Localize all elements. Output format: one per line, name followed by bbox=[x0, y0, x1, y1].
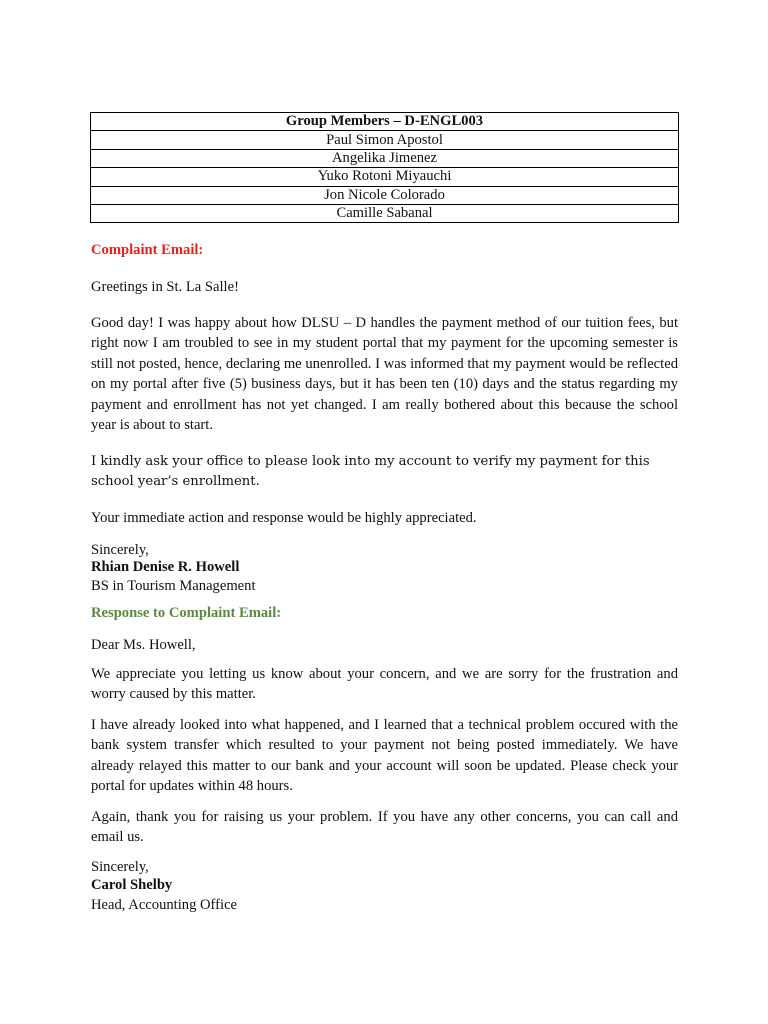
table-header: Group Members – D-ENGL003 bbox=[91, 113, 679, 131]
member-name: Jon Nicole Colorado bbox=[91, 186, 679, 204]
complaint-signer-name: Rhian Denise R. Howell bbox=[91, 559, 240, 575]
response-closing: Sincerely, bbox=[91, 859, 149, 875]
member-name: Angelika Jimenez bbox=[91, 149, 679, 167]
complaint-paragraph-2: I kindly ask your office to please look into my account to verify my payment for this school year’s enrollment. bbox=[91, 454, 650, 490]
complaint-heading: Complaint Email: bbox=[91, 242, 204, 258]
table-header-row bbox=[91, 113, 679, 131]
complaint-greeting: Greetings in St. La Salle! bbox=[91, 279, 239, 295]
table-row bbox=[91, 204, 679, 222]
group-members-table bbox=[90, 112, 679, 223]
table-row bbox=[91, 186, 679, 204]
complaint-paragraph-1: Good day! I was happy about how DLSU – D handles the payment method of our tuition fees, but right now I am troubled to see in my student portal that my payment for the upcoming semester is still not posted, hence, declaring me unenrolled. I was informed that my payment would be reflected on my portal after five (5) business days, but it has been ten (10) days and the status regarding my payment and enrollment has not yet changed. I am really bothered about this because the school year is about to start. bbox=[91, 315, 678, 434]
complaint-paragraph-3: Your immediate action and response would be highly appreciated. bbox=[91, 510, 477, 526]
member-name: Camille Sabanal bbox=[91, 204, 679, 222]
response-paragraph-2: I have already looked into what happened, and I learned that a technical problem occured with the bank system transfer which resulted to your payment not being posted immediately. We have already relayed this matter to our bank and your account will soon be updated. Please check your portal for updates within 48 hours. bbox=[91, 717, 678, 795]
complaint-signer-title: BS in Tourism Management bbox=[91, 578, 256, 594]
table-row bbox=[91, 149, 679, 167]
member-name: Paul Simon Apostol bbox=[91, 131, 679, 149]
table-row bbox=[91, 131, 679, 149]
response-paragraph-1: We appreciate you letting us know about your concern, and we are sorry for the frustration and worry caused by this matter. bbox=[91, 666, 678, 703]
table-row bbox=[91, 168, 679, 186]
complaint-closing: Sincerely, bbox=[91, 542, 149, 558]
response-signer-name: Carol Shelby bbox=[91, 877, 173, 893]
response-signer-title: Head, Accounting Office bbox=[91, 897, 238, 913]
response-paragraph-3: Again, thank you for raising us your problem. If you have any other concerns, you can call and email us. bbox=[91, 809, 678, 846]
member-name: Yuko Rotoni Miyauchi bbox=[91, 168, 679, 186]
response-heading: Response to Complaint Email: bbox=[91, 605, 282, 621]
response-salutation: Dear Ms. Howell, bbox=[91, 637, 196, 653]
